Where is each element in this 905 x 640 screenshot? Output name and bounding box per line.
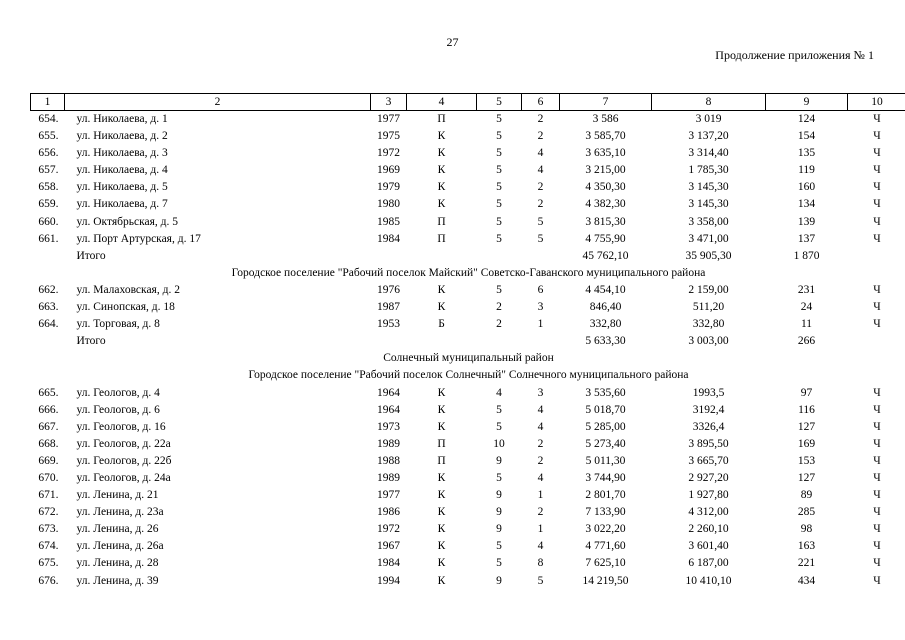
ownership-cell: Ч	[873, 420, 881, 433]
table-row	[31, 145, 905, 162]
address-cell: ул. Ленина, д. 21	[76, 489, 159, 502]
table-row	[31, 402, 905, 419]
material-cell: К	[437, 420, 446, 433]
entrances-cell: 2	[537, 198, 544, 211]
section-heading: Солнечный муниципальный район	[383, 352, 554, 365]
table-row	[31, 453, 905, 470]
housing-table	[30, 93, 905, 590]
residents-cell: 124	[797, 113, 816, 125]
entrances-cell: 5	[537, 215, 544, 228]
column-header: 5	[477, 94, 522, 111]
residents-cell: 163	[797, 540, 816, 553]
year-cell: 1994	[377, 574, 400, 587]
material-cell: П	[437, 454, 446, 467]
column-header: 7	[560, 94, 652, 111]
row-number: 666.	[38, 403, 59, 416]
entrances-cell: 5	[537, 574, 544, 587]
address-cell: ул. Октябрьская, д. 5	[76, 215, 178, 228]
residents-cell: 116	[798, 403, 815, 416]
material-cell: П	[437, 215, 446, 228]
material-cell: К	[437, 130, 446, 143]
floors-cell: 5	[496, 471, 502, 484]
row-number: 669.	[38, 454, 59, 467]
row-number: 670.	[38, 471, 59, 484]
empty-cell	[848, 333, 905, 350]
table-row	[31, 555, 905, 572]
section-heading-row	[31, 367, 905, 384]
row-number: 675.	[38, 557, 59, 570]
ownership-cell: Ч	[873, 489, 881, 502]
floors-cell: 9	[496, 454, 502, 467]
section-heading: Городское поселение "Рабочий поселок Солнечный" Солнечного муниципального района	[248, 369, 689, 382]
year-cell: 1964	[377, 403, 400, 416]
table-row	[31, 538, 905, 555]
year-cell: 1980	[377, 198, 400, 211]
residential-area-cell: 3 471,00	[688, 232, 729, 245]
residents-cell: 135	[797, 147, 816, 160]
ownership-cell: Ч	[873, 574, 881, 587]
floors-cell: 5	[496, 198, 502, 211]
row-number: 664.	[38, 318, 59, 331]
address-cell: ул. Геологов, д. 4	[76, 386, 160, 399]
column-header: 1	[31, 94, 65, 111]
entrances-cell: 2	[537, 130, 544, 143]
residents-cell: 169	[797, 437, 816, 450]
year-cell: 1972	[377, 523, 400, 536]
total-area-cell: 3 022,20	[585, 523, 626, 536]
row-number: 662.	[38, 283, 59, 296]
total-area-cell: 3 586	[592, 113, 619, 125]
table-row	[31, 196, 905, 213]
table-row	[31, 487, 905, 504]
year-cell: 1979	[377, 181, 400, 194]
residential-area-cell: 4 312,00	[688, 506, 729, 519]
address-cell: ул. Николаева, д. 2	[76, 130, 168, 143]
material-cell: П	[437, 437, 446, 450]
ownership-cell: Ч	[873, 147, 881, 160]
empty-cell	[477, 248, 522, 265]
row-number: 668.	[38, 437, 59, 450]
table-row	[31, 214, 905, 231]
residents-cell: 139	[797, 215, 816, 228]
floors-cell: 2	[496, 318, 502, 331]
empty-cell	[31, 248, 65, 265]
residential-area-cell: 6 187,00	[688, 557, 729, 570]
floors-cell: 5	[496, 113, 502, 125]
total-area-cell: 3 815,30	[585, 215, 626, 228]
row-number: 661.	[38, 232, 59, 245]
residential-area-cell: 3 145,30	[688, 198, 729, 211]
row-number: 663.	[38, 301, 59, 314]
total-area-cell: 14 219,50	[582, 574, 629, 587]
year-cell: 1976	[377, 283, 400, 296]
total-area-cell: 3 535,60	[585, 386, 626, 399]
empty-cell	[477, 333, 522, 350]
material-cell: П	[437, 232, 446, 245]
ownership-cell: Ч	[873, 403, 881, 416]
year-cell: 1977	[377, 489, 400, 502]
address-cell: ул. Николаева, д. 3	[76, 147, 168, 160]
floors-cell: 9	[496, 574, 502, 587]
floors-cell: 9	[496, 523, 502, 536]
table-row	[31, 128, 905, 145]
year-cell: 1964	[377, 386, 400, 399]
table-row	[31, 316, 905, 333]
material-cell: К	[437, 540, 446, 553]
residents-cell: 127	[797, 471, 816, 484]
address-cell: ул. Порт Артурская, д. 17	[76, 232, 201, 245]
floors-cell: 5	[496, 403, 502, 416]
entrances-cell: 1	[537, 489, 544, 502]
residents-cell: 119	[798, 164, 815, 177]
section-heading: Городское поселение "Рабочий поселок Майский" Советско-Гаванского муниципального района	[231, 266, 706, 279]
ownership-cell: Ч	[873, 113, 881, 125]
residents-cell: 98	[800, 523, 813, 536]
total-area-cell: 4 755,90	[585, 232, 626, 245]
entrances-cell: 4	[537, 403, 544, 416]
material-cell: К	[437, 471, 446, 484]
total-label: Итого	[76, 335, 106, 348]
table-row	[31, 470, 905, 487]
residential-area-sum: 35 905,30	[685, 249, 732, 262]
table-row	[31, 385, 905, 402]
year-cell: 1985	[377, 215, 400, 228]
residential-area-cell: 511,20	[692, 301, 725, 314]
row-number: 654.	[38, 113, 59, 125]
floors-cell: 5	[496, 181, 502, 194]
total-area-sum: 45 762,10	[582, 249, 629, 262]
address-cell: ул. Николаева, д. 1	[76, 113, 168, 125]
total-area-cell: 7 133,90	[585, 506, 626, 519]
address-cell: ул. Николаева, д. 4	[76, 164, 168, 177]
address-cell: ул. Ленина, д. 39	[76, 574, 159, 587]
residents-cell: 127	[797, 420, 816, 433]
entrances-cell: 3	[537, 301, 544, 314]
ownership-cell: Ч	[873, 283, 881, 296]
floors-cell: 5	[496, 164, 502, 177]
ownership-cell: Ч	[873, 540, 881, 553]
year-cell: 1987	[377, 301, 400, 314]
floors-cell: 5	[496, 420, 502, 433]
year-cell: 1984	[377, 557, 400, 570]
entrances-cell: 4	[537, 420, 544, 433]
appendix-title: Продолжение приложения № 1	[715, 48, 874, 62]
address-cell: ул. Ленина, д. 28	[76, 557, 159, 570]
table-row	[31, 573, 905, 590]
residential-area-cell: 2 159,00	[688, 283, 729, 296]
residents-cell: 97	[800, 386, 813, 399]
material-cell: К	[437, 301, 446, 314]
material-cell: П	[437, 113, 446, 125]
floors-cell: 5	[496, 540, 502, 553]
empty-cell	[371, 248, 407, 265]
table-row	[31, 231, 905, 248]
column-header: 2	[65, 94, 371, 111]
residents-sum: 266	[797, 335, 816, 348]
address-cell: ул. Геологов, д. 24а	[76, 471, 171, 484]
year-cell: 1986	[377, 506, 400, 519]
floors-cell: 5	[496, 557, 502, 570]
entrances-cell: 2	[537, 181, 544, 194]
table-row	[31, 299, 905, 316]
material-cell: К	[437, 147, 446, 160]
year-cell: 1984	[377, 232, 400, 245]
total-area-cell: 7 625,10	[585, 557, 626, 570]
material-cell: К	[437, 181, 446, 194]
table-row	[31, 436, 905, 453]
total-area-cell: 5 285,00	[585, 420, 626, 433]
floors-cell: 5	[496, 130, 502, 143]
residents-cell: 134	[797, 198, 816, 211]
entrances-cell: 1	[537, 523, 544, 536]
residents-cell: 24	[800, 301, 813, 314]
residential-area-cell: 3 145,30	[688, 181, 729, 194]
floors-cell: 5	[496, 215, 502, 228]
total-area-cell: 5 273,40	[585, 437, 626, 450]
empty-cell	[371, 333, 407, 350]
entrances-cell: 4	[537, 164, 544, 177]
entrances-cell: 6	[537, 283, 544, 296]
table-row	[31, 162, 905, 179]
column-header: 9	[766, 94, 848, 111]
row-number: 665.	[38, 386, 59, 399]
floors-cell: 9	[496, 489, 502, 502]
entrances-cell: 1	[537, 318, 544, 331]
row-number: 674.	[38, 540, 59, 553]
residential-area-cell: 332,80	[692, 318, 725, 331]
residential-area-cell: 10 410,10	[685, 574, 732, 587]
ownership-cell: Ч	[873, 318, 881, 331]
residents-cell: 154	[797, 130, 816, 143]
page-number: 27	[446, 35, 459, 49]
year-cell: 1972	[377, 147, 400, 160]
row-number: 672.	[38, 506, 59, 519]
total-area-cell: 4 454,10	[585, 283, 626, 296]
total-row	[31, 333, 905, 350]
column-header: 6	[522, 94, 560, 111]
residents-cell: 231	[797, 283, 816, 296]
ownership-cell: Ч	[873, 130, 881, 143]
address-cell: ул. Торговая, д. 8	[76, 318, 160, 331]
residents-cell: 89	[800, 489, 813, 502]
row-number: 667.	[38, 420, 59, 433]
total-row	[31, 248, 905, 265]
header-row	[31, 94, 905, 111]
total-area-cell: 846,40	[589, 301, 622, 314]
residents-cell: 137	[797, 232, 816, 245]
floors-cell: 4	[496, 386, 502, 399]
residential-area-cell: 3 314,40	[688, 147, 729, 160]
entrances-cell: 2	[537, 437, 544, 450]
ownership-cell: Ч	[873, 471, 881, 484]
residents-cell: 153	[797, 454, 816, 467]
table-body	[31, 111, 905, 590]
table-row	[31, 521, 905, 538]
entrances-cell: 3	[537, 386, 544, 399]
total-area-cell: 4 350,30	[585, 181, 626, 194]
table-row	[31, 504, 905, 521]
empty-cell	[848, 248, 905, 265]
row-number: 657.	[38, 164, 59, 177]
address-cell: ул. Николаева, д. 5	[76, 181, 168, 194]
floors-cell: 5	[496, 147, 502, 160]
entrances-cell: 2	[537, 113, 544, 125]
ownership-cell: Ч	[873, 215, 881, 228]
ownership-cell: Ч	[873, 386, 881, 399]
residential-area-cell: 2 927,20	[688, 471, 729, 484]
total-area-cell: 4 382,30	[585, 198, 626, 211]
residents-sum: 1 870	[793, 249, 820, 262]
row-number: 676.	[38, 574, 59, 587]
row-number: 671.	[38, 489, 59, 502]
year-cell: 1953	[377, 318, 400, 331]
ownership-cell: Ч	[873, 454, 881, 467]
entrances-cell: 4	[537, 147, 544, 160]
year-cell: 1975	[377, 130, 400, 143]
residential-area-sum: 3 003,00	[688, 335, 729, 348]
residential-area-cell: 3192,4	[692, 403, 725, 416]
row-number: 660.	[38, 215, 59, 228]
total-area-cell: 5 011,30	[585, 454, 626, 467]
address-cell: ул. Ленина, д. 26	[76, 523, 159, 536]
column-header: 10	[848, 94, 905, 111]
residential-area-cell: 3 601,40	[688, 540, 729, 553]
residents-cell: 11	[800, 318, 813, 331]
address-cell: ул. Николаева, д. 7	[76, 198, 168, 211]
empty-cell	[522, 333, 560, 350]
year-cell: 1967	[377, 540, 400, 553]
row-number: 655.	[38, 130, 59, 143]
total-area-cell: 4 771,60	[585, 540, 626, 553]
total-area-sum: 5 633,30	[585, 335, 626, 348]
floors-cell: 9	[496, 506, 502, 519]
table-row	[31, 419, 905, 436]
column-header: 8	[652, 94, 766, 111]
address-cell: ул. Геологов, д. 16	[76, 420, 166, 433]
address-cell: ул. Ленина, д. 23а	[76, 506, 164, 519]
year-cell: 1989	[377, 471, 400, 484]
ownership-cell: Ч	[873, 181, 881, 194]
row-number: 656.	[38, 147, 59, 160]
material-cell: К	[437, 198, 446, 211]
ownership-cell: Ч	[873, 523, 881, 536]
floors-cell: 5	[496, 232, 502, 245]
row-number: 659.	[38, 198, 59, 211]
residential-area-cell: 3 019	[695, 113, 722, 125]
ownership-cell: Ч	[873, 506, 881, 519]
residential-area-cell: 1993,5	[692, 386, 725, 399]
entrances-cell: 2	[537, 506, 544, 519]
material-cell: К	[437, 523, 446, 536]
residents-cell: 434	[797, 574, 816, 587]
table-row	[31, 111, 905, 129]
ownership-cell: Ч	[873, 232, 881, 245]
column-header: 4	[407, 94, 477, 111]
row-number: 658.	[38, 181, 59, 194]
entrances-cell: 5	[537, 232, 544, 245]
ownership-cell: Ч	[873, 557, 881, 570]
residential-area-cell: 1 785,30	[688, 164, 729, 177]
entrances-cell: 4	[537, 540, 544, 553]
residents-cell: 285	[797, 506, 816, 519]
floors-cell: 10	[493, 437, 505, 450]
residential-area-cell: 3 358,00	[688, 215, 729, 228]
year-cell: 1988	[377, 454, 400, 467]
residential-area-cell: 3 895,50	[688, 437, 729, 450]
address-cell: ул. Синопская, д. 18	[76, 301, 175, 314]
address-cell: ул. Геологов, д. 6	[76, 403, 160, 416]
total-area-cell: 3 744,90	[585, 471, 626, 484]
address-cell: ул. Ленина, д. 26а	[76, 540, 164, 553]
column-header: 3	[371, 94, 407, 111]
residential-area-cell: 2 260,10	[688, 523, 729, 536]
ownership-cell: Ч	[873, 164, 881, 177]
ownership-cell: Ч	[873, 198, 881, 211]
year-cell: 1977	[377, 113, 400, 125]
residential-area-cell: 3326,4	[692, 420, 725, 433]
material-cell: К	[437, 574, 446, 587]
empty-cell	[407, 333, 477, 350]
material-cell: К	[437, 386, 446, 399]
total-area-cell: 3 215,00	[585, 164, 626, 177]
material-cell: К	[437, 283, 446, 296]
table-row	[31, 179, 905, 196]
section-heading-row	[31, 265, 905, 282]
empty-cell	[407, 248, 477, 265]
material-cell: К	[437, 506, 446, 519]
address-cell: ул. Геологов, д. 22а	[76, 437, 171, 450]
total-area-cell: 2 801,70	[585, 489, 626, 502]
table-row	[31, 282, 905, 299]
residential-area-cell: 1 927,80	[688, 489, 729, 502]
year-cell: 1969	[377, 164, 400, 177]
ownership-cell: Ч	[873, 301, 881, 314]
address-cell: ул. Геологов, д. 22б	[76, 454, 172, 467]
entrances-cell: 2	[537, 454, 544, 467]
total-area-cell: 3 635,10	[585, 147, 626, 160]
residents-cell: 160	[797, 181, 816, 194]
total-label: Итого	[76, 249, 106, 262]
year-cell: 1989	[377, 437, 400, 450]
address-cell: ул. Малаховская, д. 2	[76, 283, 180, 296]
floors-cell: 5	[496, 283, 502, 296]
material-cell: К	[437, 557, 446, 570]
row-number: 673.	[38, 523, 59, 536]
material-cell: К	[437, 164, 446, 177]
year-cell: 1973	[377, 420, 400, 433]
total-area-cell: 3 585,70	[585, 130, 626, 143]
entrances-cell: 8	[537, 557, 544, 570]
total-area-cell: 332,80	[589, 318, 622, 331]
material-cell: К	[437, 403, 446, 416]
residential-area-cell: 3 137,20	[688, 130, 729, 143]
empty-cell	[31, 333, 65, 350]
section-heading-row	[31, 350, 905, 367]
ownership-cell: Ч	[873, 437, 881, 450]
floors-cell: 2	[496, 301, 502, 314]
residents-cell: 221	[797, 557, 816, 570]
entrances-cell: 4	[537, 471, 544, 484]
material-cell: К	[437, 489, 446, 502]
material-cell: Б	[438, 318, 445, 331]
residential-area-cell: 3 665,70	[688, 454, 729, 467]
total-area-cell: 5 018,70	[585, 403, 626, 416]
empty-cell	[522, 248, 560, 265]
